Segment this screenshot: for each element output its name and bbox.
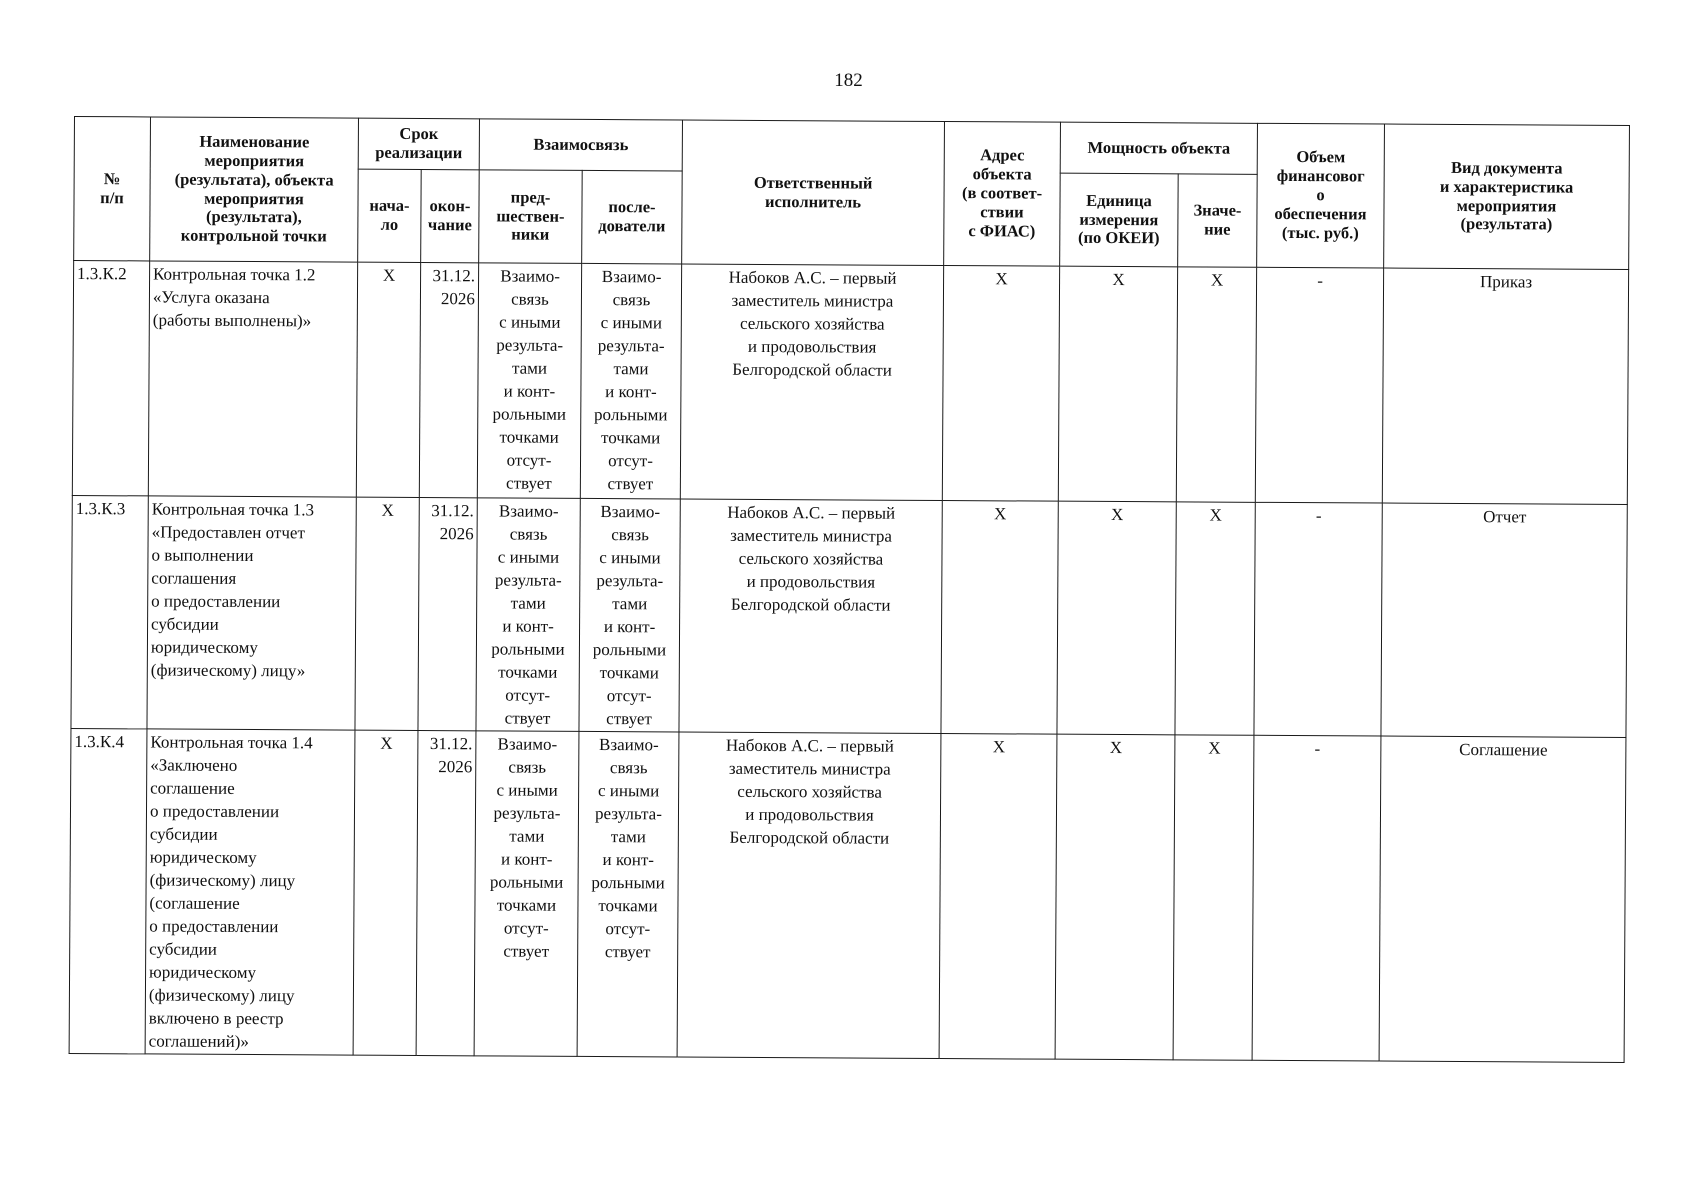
row-finance: -	[1255, 267, 1383, 503]
row-start: Х	[356, 262, 420, 497]
header-address: Адрес объекта (в соответ- ствии с ФИАС)	[944, 122, 1061, 267]
header-term: Срок реализации	[358, 118, 479, 170]
row-responsible: Набоков А.С. – первый заместитель министра сельского хозяйства и продовольствия Белгородской области	[680, 264, 943, 501]
header-start: нача- ло	[358, 169, 422, 262]
header-end: окон- чание	[421, 170, 480, 263]
header-responsible: Ответственный исполнитель	[682, 120, 945, 266]
header-row-top	[74, 117, 1629, 177]
row-value: Х	[1175, 502, 1255, 735]
row-document: Отчет	[1381, 503, 1627, 737]
header-predecessors: пред- шествен- ники	[479, 170, 583, 264]
row-predecessors: Взаимо- связь с иными результа- тами и конт- рольными точками отсут- ствует	[477, 263, 581, 499]
plan-table	[69, 116, 1630, 1063]
row-address: Х	[941, 501, 1058, 735]
row-value: Х	[1173, 735, 1254, 1060]
header-finance: Объем финансовог о обеспечения (тыс. руб.)	[1257, 123, 1385, 268]
row-successors: Взаимо- связь с иными результа- тами и конт- рольными точками отсут- ствует	[579, 498, 680, 732]
row-end: 31.12. 2026	[416, 730, 476, 1055]
table-row	[71, 495, 1627, 737]
row-finance: -	[1252, 735, 1381, 1061]
row-predecessors: Взаимо- связь с иными результа- тами и конт- рольными точками отсут- ствует	[476, 498, 580, 732]
row-unit: Х	[1058, 266, 1177, 502]
row-start: Х	[353, 730, 418, 1055]
row-end: 31.12. 2026	[418, 497, 477, 730]
row-name: Контрольная точка 1.4 «Заключено соглашение о предоставлении субсидии юридическому (физическому) лицу (соглашение о предоставлении субсидии юридическому (физическому) лицу включено в реестр соглашений)»	[145, 729, 355, 1055]
header-successors: после- дователи	[582, 170, 683, 264]
row-unit: Х	[1055, 734, 1175, 1060]
row-num: 1.3.К.3	[71, 495, 148, 728]
row-start: Х	[355, 497, 419, 730]
row-address: Х	[942, 266, 1059, 502]
page-number: 182	[834, 70, 863, 91]
header-link: Взаимосвязь	[479, 119, 682, 171]
row-unit: Х	[1057, 501, 1176, 735]
row-responsible: Набоков А.С. – первый заместитель министра сельского хозяйства и продовольствия Белгородской области	[677, 732, 941, 1059]
header-num: № п/п	[74, 117, 151, 261]
header-capacity: Мощность объекта	[1060, 122, 1257, 174]
row-predecessors: Взаимо- связь с иными результа- тами и конт- рольными точками отсут- ствует	[474, 731, 579, 1057]
row-end: 31.12. 2026	[419, 262, 478, 497]
row-name: Контрольная точка 1.2 «Услуга оказана (работы выполнены)»	[148, 261, 357, 497]
header-value: Значе- ние	[1178, 174, 1258, 267]
row-address: Х	[939, 734, 1057, 1060]
row-document: Приказ	[1382, 268, 1628, 504]
row-responsible: Набоков А.С. – первый заместитель министра сельского хозяйства и продовольствия Белгородской области	[679, 499, 942, 734]
row-successors: Взаимо- связь с иными результа- тами и конт- рольными точками отсут- ствует	[580, 263, 681, 499]
row-successors: Взаимо- связь с иными результа- тами и конт- рольными точками отсут- ствует	[577, 731, 679, 1057]
header-document: Вид документа и характеристика мероприятия (результата)	[1384, 124, 1630, 269]
row-num: 1.3.К.4	[69, 728, 147, 1053]
header-unit: Единица измерения (по ОКЕИ)	[1060, 173, 1179, 267]
table-row	[72, 261, 1628, 505]
header-name: Наименование мероприятия (результата), объекта мероприятия (результата), контрольной точки	[150, 117, 359, 262]
row-value: Х	[1176, 267, 1256, 502]
row-document: Соглашение	[1379, 736, 1626, 1062]
row-name: Контрольная точка 1.3 «Предоставлен отчет о выполнении соглашения о предоставлении субсидии юридическому (физическому) лицу»	[147, 496, 356, 730]
row-finance: -	[1254, 502, 1382, 736]
row-num: 1.3.К.2	[72, 261, 149, 496]
table-row	[69, 728, 1626, 1062]
